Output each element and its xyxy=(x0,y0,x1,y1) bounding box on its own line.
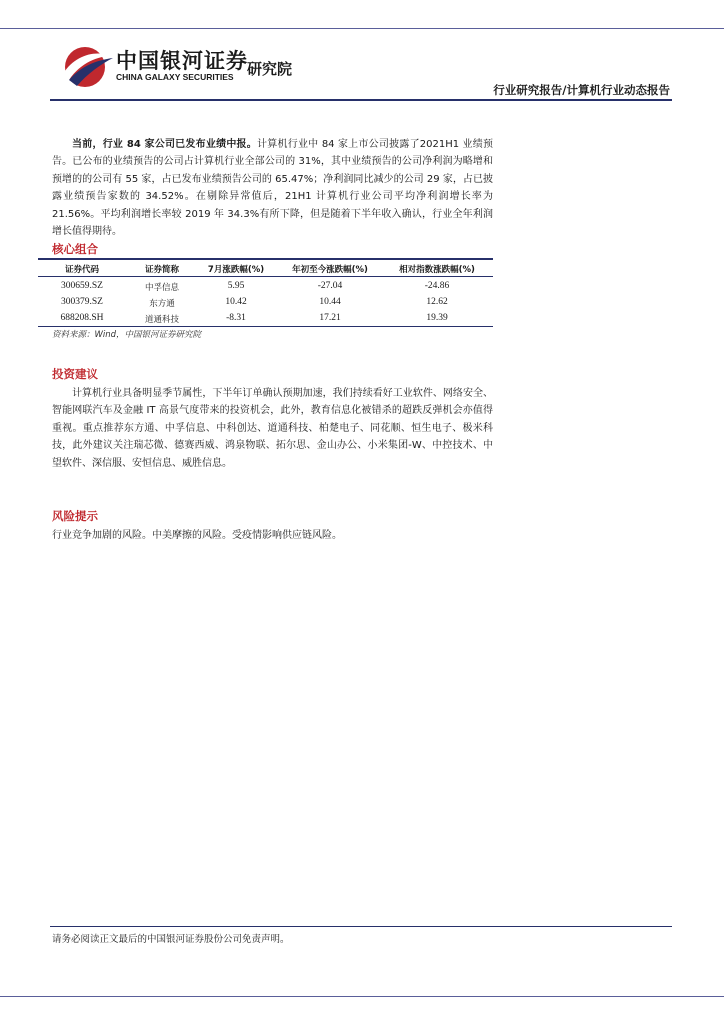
intro-paragraph xyxy=(52,136,493,240)
table-cell: -8.31 xyxy=(226,313,246,323)
table-cell: 300379.SZ xyxy=(61,297,103,307)
table-cell: 300659.SZ xyxy=(61,281,103,291)
intro-body: 计算机行业中 84 家上市公司披露了2021H1 业绩预告。已公布的业绩预告的公司占计算机行业全部公司的 31%，其中业绩预告的公司净利润为略增和预增的的公司有 55 家，占已发布业绩预告公司的 65.47%；净利润同比减少的公司 29 家，占已披露业绩预告家数的 34.52%。在剔除异常值后，21H1 计算机行业公司平均净利润增长率为 21.56%。平均利润增长率较 2019 年 34.3%有所下降，但是随着下半年收入确认，行业全年利润增长值得期待。 xyxy=(52,139,493,238)
table-header-name: 证券简称 xyxy=(144,265,180,275)
table-cell: 10.44 xyxy=(319,297,341,307)
table-header-code: 证券代码 xyxy=(64,265,100,275)
table-cell: 17.21 xyxy=(319,313,341,323)
table-cell: 19.39 xyxy=(426,313,448,323)
table-cell: -24.86 xyxy=(424,281,450,291)
table-cell: 10.42 xyxy=(225,297,247,307)
risk-paragraph: 行业竞争加剧的风险。中美摩擦的风险。受疫情影响供应链风险。 xyxy=(52,530,342,541)
table-cell: 12.62 xyxy=(426,297,448,307)
table-cell: -27.04 xyxy=(317,281,343,291)
table-cell: 5.95 xyxy=(227,281,245,291)
top-rule xyxy=(0,28,724,29)
table-rule-top xyxy=(38,258,493,260)
table-cell: 道通科技 xyxy=(144,315,180,325)
table-rule-bottom xyxy=(38,326,493,327)
investment-title: 投资建议 xyxy=(52,367,98,381)
risk-title: 风险提示 xyxy=(52,509,98,523)
table-cell: 中孚信息 xyxy=(144,283,180,293)
table-header-relative: 相对指数涨跌幅(%) xyxy=(399,265,475,275)
table-header-july: 7月涨跌幅(%) xyxy=(207,265,265,275)
galaxy-logo-icon xyxy=(55,44,115,90)
brand-institute: 研究院 xyxy=(247,60,293,78)
header-rule xyxy=(50,99,672,101)
table-rule-mid xyxy=(38,276,493,277)
bottom-rule xyxy=(0,996,724,997)
table-cell: 东方通 xyxy=(149,299,175,309)
footer-rule xyxy=(50,926,672,927)
core-portfolio-title: 核心组合 xyxy=(52,242,98,256)
table-header-ytd: 年初至今涨跌幅(%) xyxy=(292,265,368,275)
brand-name-cn: 中国银河证券 xyxy=(116,49,248,73)
disclaimer-note: 请务必阅读正文最后的中国银河证券股份公司免责声明。 xyxy=(52,934,290,945)
investment-paragraph: 计算机行业具备明显季节属性，下半年订单确认预期加速，我们持续看好工业软件、网络安全、智能网联汽车及金融 IT 高景气度带来的投资机会，此外，教育信息化被错杀的超跌反弹机会亦值得重视。重点推荐东方通、中孚信息、中科创达、道通科技、柏楚电子、同花顺、恒生电子、极米科技，此外建议关注瑞芯微、德赛西威、鸿泉物联、拓尔思、金山办公、小米集团-W、中控技术、中望软件、深信服、安恒信息、威胜信息。 xyxy=(52,388,493,469)
table-cell: 688208.SH xyxy=(60,313,104,323)
report-title: 行业研究报告/计算机行业动态报告 xyxy=(493,83,670,97)
table-source: 资料来源：Wind，中国银河证券研究院 xyxy=(52,330,202,340)
brand-name-en: CHINA GALAXY SECURITIES xyxy=(116,72,234,82)
intro-lead: 当前，行业 84 家公司已发布业绩中报。 xyxy=(72,139,258,150)
